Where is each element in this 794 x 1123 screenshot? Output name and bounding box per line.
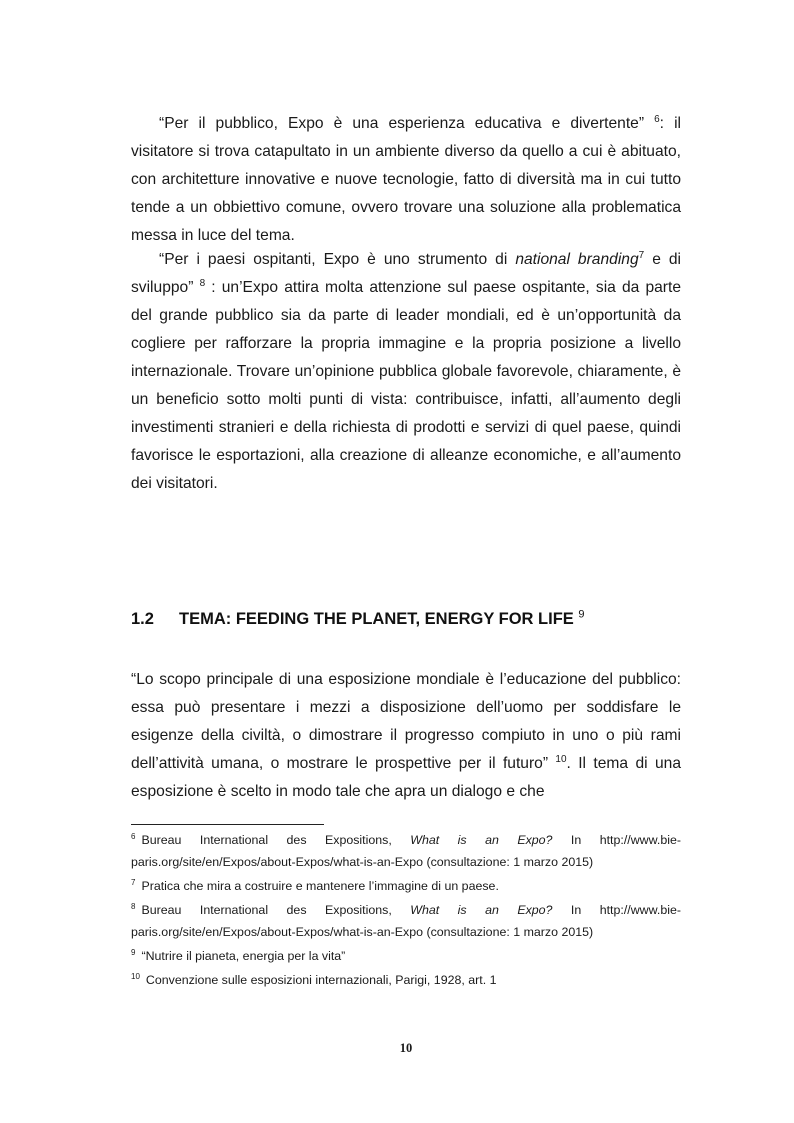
emphasis-text: national branding xyxy=(515,251,639,268)
footnote-text: Convenzione sulle esposizioni internazionali, Parigi, 1928, art. 1 xyxy=(145,973,497,987)
footnote-7 xyxy=(131,875,681,897)
footnote-emphasis: What is an Expo? xyxy=(410,903,553,917)
paragraph-text: e di sviluppo” xyxy=(131,251,682,296)
footnote-8 xyxy=(131,899,681,943)
paragraph-text: . Il tema di una esposizione è scelto in modo tale che apra un dialogo e che xyxy=(131,755,681,800)
footnote-ref: 8 xyxy=(199,277,206,289)
footnote-number: 9 xyxy=(131,947,136,957)
paragraph-text: “Per i paesi ospitanti, Expo è uno strumento di xyxy=(159,251,516,268)
section-title: TEMA: FEEDING THE PLANET, ENERGY FOR LIFE xyxy=(179,610,574,628)
footnote-text: Bureau International des Expositions, xyxy=(141,833,411,847)
footnote-text: In http://www.bie-paris.org/site/en/Expos/about-Expos/what-is-an-Expo (consultazione: 1 marzo 2015) xyxy=(131,833,681,869)
footnote-separator xyxy=(131,824,324,825)
footnote-ref: 9 xyxy=(578,608,585,621)
footnote-9 xyxy=(131,945,681,967)
paragraph-host-countries xyxy=(131,246,681,498)
footnote-number: 8 xyxy=(131,901,136,911)
paragraph-public xyxy=(131,110,681,250)
footnote-6 xyxy=(131,829,681,873)
page-number: 10 xyxy=(399,1041,413,1055)
footnote-text: Bureau International des Expositions, xyxy=(141,903,411,917)
footnote-number: 10 xyxy=(131,971,140,981)
paragraph-text: “Per il pubblico, Expo è una esperienza educativa e divertente” xyxy=(159,115,655,132)
footnote-ref: 10 xyxy=(555,753,567,765)
section-number: 1.2 xyxy=(131,610,154,628)
footnote-text: “Nutrire il pianeta, energia per la vita” xyxy=(141,949,346,963)
footnote-text: Pratica che mira a costruire e mantenere l’immagine di un paese. xyxy=(141,879,499,893)
section-heading xyxy=(131,610,691,629)
paragraph-purpose xyxy=(131,666,681,806)
footnote-number: 6 xyxy=(131,831,136,841)
footnote-ref: 6 xyxy=(654,113,660,125)
footnote-emphasis: What is an Expo? xyxy=(410,833,553,847)
paragraph-text: “Lo scopo principale di una esposizione mondiale è l’educazione del pubblico: essa può presentare i mezzi a disposizione dell’uomo per soddisfare le esigenze della civiltà, o dimostrare il progresso compiuto in uno o più rami dell’attività umana, o mostrare le prospettive per il futuro” xyxy=(131,671,681,772)
footnotes xyxy=(131,829,681,993)
footnote-text: In http://www.bie-paris.org/site/en/Expos/about-Expos/what-is-an-Expo (consultazione: 1 marzo 2015) xyxy=(131,903,681,939)
footnote-10 xyxy=(131,969,681,991)
footnote-ref: 7 xyxy=(638,249,645,261)
paragraph-text: : il visitatore si trova catapultato in un ambiente diverso da quello a cui è abituato, con architetture innovative e nuove tecnologie, fatto di diversità ma in cui tutto tende a un obbiettivo comune, ovvero trovare una soluzione alla problematica messa in luce del tema. xyxy=(131,115,681,244)
paragraph-text: : un’Expo attira molta attenzione sul paese ospitante, sia da parte del grande pubblico sia da parte di leader mondiali, ed è un’opportunità da cogliere per rafforzare la propria immagine e la propria posizione a livello internazionale. Trovare un’opinione pubblica globale favorevole, chiaramente, è un beneficio sotto molti punti di vista: contribuisce, infatti, all’aumento degli investimenti stranieri e della richiesta di prodotti e servizi di quel paese, quindi favorisce le esportazioni, alla creazione di alleanze economiche, e all’aumento dei visitatori. xyxy=(131,279,681,492)
footnote-number: 7 xyxy=(131,877,136,887)
